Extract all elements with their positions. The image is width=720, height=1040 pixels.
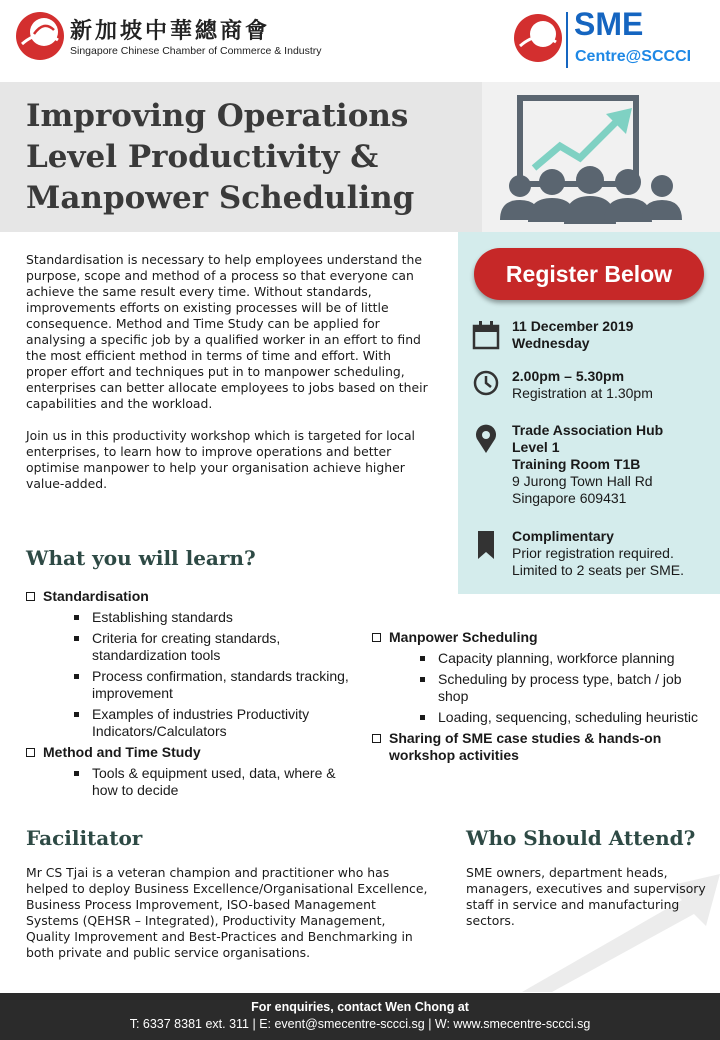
venue-name: Trade Association Hub [512, 422, 664, 438]
facilitator-text: Mr CS Tjai is a veteran champion and practitioner who has helped to deploy Business Excellence/Organisational Excellence, Business Process Improvement, ISO-based Management Systems (QEHSR – Integrated), Productivity Management, Quality Improvement and Best-Practices and Benchmarking in both private and public service organisations. [26, 865, 428, 960]
intro-paragraph: Join us in this productivity workshop which is targeted for local enterprises, to learn how to improve operations and better optimise manpower to help your organisation achieve higher value-added. [26, 428, 415, 491]
enquiry-line: For enquiries, contact Wen Chong at [251, 1000, 469, 1014]
list-item: Process confirmation, standards tracking, improvement [74, 668, 356, 702]
attend-text: SME owners, department heads, managers, executives and supervisory staff in service and manufacturing sectors. [466, 865, 706, 928]
contact-line: T: 6337 8381 ext. 311 | E: event@smecentre-sccci.sg | W: www.smecentre-sccci.sg [129, 1017, 591, 1031]
topic-heading [26, 588, 356, 605]
sme-centre-logo-icon [512, 12, 564, 64]
intro-text [26, 252, 431, 508]
attend-heading: Who Should Attend? [466, 826, 696, 850]
list-item: Examples of industries Productivity Indicators/Calculators [74, 706, 356, 740]
learn-heading: What you will learn? [26, 546, 256, 570]
fee-label: Complimentary [512, 528, 614, 544]
venue-postal: Singapore 609431 [512, 490, 627, 506]
footer [0, 993, 720, 1040]
topic-list [74, 765, 356, 799]
bookmark-icon [472, 530, 500, 560]
list-item: Criteria for creating standards, standardization tools [74, 630, 356, 664]
topic-title: Standardisation [43, 588, 149, 604]
title-line: Manpower Scheduling [26, 180, 415, 216]
sccci-chinese-name: 新加坡中華總商會 [70, 18, 271, 44]
event-venue [512, 422, 712, 507]
checkbox-icon [26, 592, 35, 601]
date-line: 11 December 2019 [512, 318, 634, 334]
list-item: Establishing standards [74, 609, 356, 626]
sccci-english-name: Singapore Chinese Chamber of Commerce & Industry [70, 45, 322, 57]
location-pin-icon [472, 424, 500, 454]
register-button[interactable]: Register Below [474, 248, 704, 300]
event-date [512, 318, 712, 352]
list-item: Loading, sequencing, scheduling heuristic [420, 709, 702, 726]
topic-list [420, 650, 702, 726]
venue-street: 9 Jurong Town Hall Rd [512, 473, 653, 489]
list-item: Capacity planning, workforce planning [420, 650, 702, 667]
venue-level: Level 1 [512, 439, 560, 455]
learn-right-column [372, 629, 702, 768]
checkbox-icon [372, 633, 381, 642]
checkbox-icon [26, 748, 35, 757]
day-line: Wednesday [512, 335, 590, 351]
intro-paragraph: Standardisation is necessary to help employees understand the purpose, scope and method of a process so that everyone can achieve the same result every time. Without standards, improvements efforts on existing processes will be of little consequence. Method and Time Study can be applied for analysing a specific job by a qualified worker in an effort to find the most efficient method in terms of time and effort. With proper effort and techniques put in to manpower scheduling, enterprises can better allocate employees to jobs based on their capabilities and the workload. [26, 252, 428, 411]
sme-divider [566, 12, 568, 68]
topic-title: Method and Time Study [43, 744, 201, 760]
fee-note: Prior registration required. [512, 545, 674, 561]
calendar-icon [472, 320, 500, 350]
topic-heading [372, 730, 702, 764]
list-item: Tools & equipment used, data, where & how to decide [74, 765, 356, 799]
sme-title: SME [574, 6, 644, 42]
header [0, 0, 720, 82]
clock-icon [472, 368, 500, 398]
venue-room: Training Room T1B [512, 456, 641, 472]
time-line: 2.00pm – 5.30pm [512, 368, 625, 384]
title-line: Level Productivity & [26, 139, 379, 175]
event-time [512, 368, 712, 402]
event-fee [512, 528, 712, 579]
title-line: Improving Operations [26, 98, 409, 134]
registration-time: Registration at 1.30pm [512, 385, 653, 401]
topic-title: Manpower Scheduling [389, 629, 538, 645]
sme-subtitle: Centre@SCCCI [575, 48, 692, 65]
topic-heading [372, 629, 702, 646]
page-title [26, 96, 466, 219]
presentation-audience-icon [490, 90, 690, 230]
fee-limit: Limited to 2 seats per SME. [512, 562, 684, 578]
sccci-logo-icon [14, 10, 66, 62]
list-item: Scheduling by process type, batch / job shop [420, 671, 702, 705]
topic-heading [26, 744, 356, 761]
topic-title: Sharing of SME case studies & hands-on workshop activities [389, 730, 662, 763]
facilitator-heading: Facilitator [26, 826, 143, 850]
learn-left-column [26, 588, 356, 803]
checkbox-icon [372, 734, 381, 743]
topic-list [74, 609, 356, 740]
